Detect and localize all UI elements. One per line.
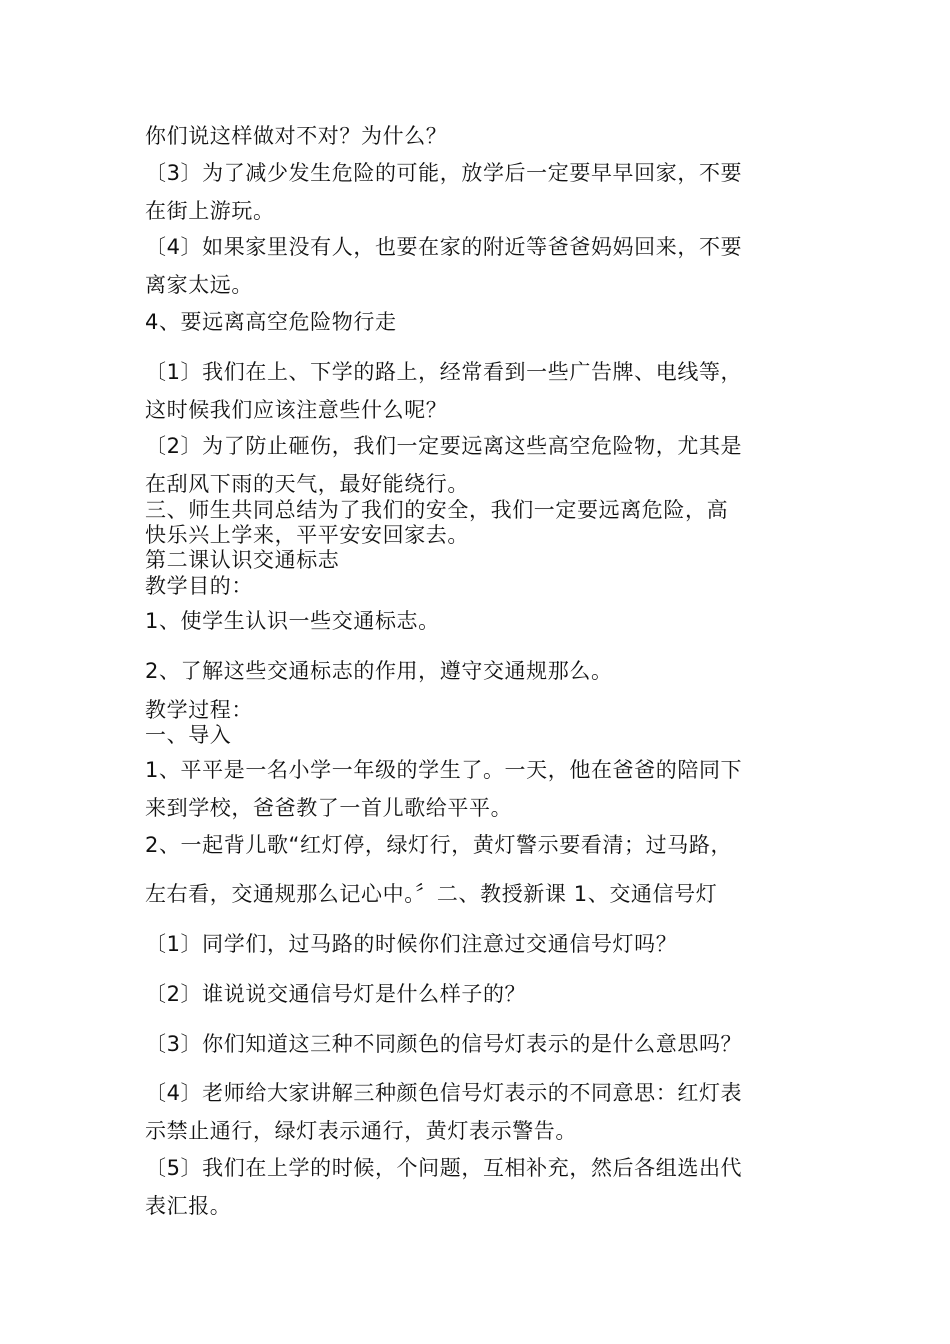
text-line: 〔2〕谁说说交通信号灯是什么样子的？: [145, 982, 527, 1006]
lesson-title: 第二课认识交通标志: [145, 548, 340, 572]
text-line: 〔1〕同学们，过马路的时候你们注意过交通信号灯吗？: [145, 932, 678, 956]
text-line: 〔1〕我们在上、下学的路上，经常看到一些广告牌、电线等，: [145, 360, 743, 384]
text-line: 三、师生共同总结为了我们的安全，我们一定要远离危险，高: [145, 498, 729, 522]
text-line: 示禁止通行，绿灯表示通行，黄灯表示警告。: [145, 1119, 577, 1143]
text-line: 在刮风下雨的天气，最好能绕行。: [145, 472, 469, 496]
text-line: 表汇报。: [145, 1194, 232, 1218]
text-line: 来到学校，爸爸教了一首儿歌给平平。: [145, 796, 513, 820]
section-heading: 4、要远离高空危险物行走: [145, 310, 397, 334]
text-line: 2、一起背儿歌“红灯停，绿灯行，黄灯警示要看清；过马路，: [145, 833, 733, 857]
text-line: 你们说这样做对不对？为什么？: [145, 124, 448, 148]
text-line: 2、了解这些交通标志的作用，遵守交通规那么。: [145, 659, 613, 683]
text-line: 〔5〕我们在上学的时候，个问题，互相补充，然后各组选出代: [145, 1156, 743, 1180]
text-line: 左右看，交通规那么记心中。〞二、教授新课 1、交通信号灯: [145, 882, 718, 906]
text-line: 1、使学生认识一些交通标志。: [145, 609, 440, 633]
text-line: 快乐兴上学来，平平安安回家去。: [145, 523, 469, 547]
text-line: 1、平平是一名小学一年级的学生了。一天，他在爸爸的陪同下: [145, 758, 743, 782]
section-heading: 一、导入: [145, 723, 232, 747]
text-line: 〔3〕你们知道这三种不同颜色的信号灯表示的是什么意思吗？: [145, 1032, 743, 1056]
section-heading: 教学目的：: [145, 574, 253, 598]
text-line: 这时候我们应该注意些什么呢？: [145, 398, 448, 422]
text-line: 〔2〕为了防止砸伤，我们一定要远离这些高空危险物，尤其是: [145, 434, 743, 458]
text-line: 在街上游玩。: [145, 199, 275, 223]
text-line: 〔4〕如果家里没有人，也要在家的附近等爸爸妈妈回来，不要: [145, 235, 743, 259]
text-line: 〔4〕老师给大家讲解三种颜色信号灯表示的不同意思：红灯表: [145, 1081, 743, 1105]
section-heading: 教学过程：: [145, 698, 253, 722]
text-line: 离家太远。: [145, 273, 253, 297]
text-line: 〔3〕为了减少发生危险的可能，放学后一定要早早回家，不要: [145, 161, 743, 185]
